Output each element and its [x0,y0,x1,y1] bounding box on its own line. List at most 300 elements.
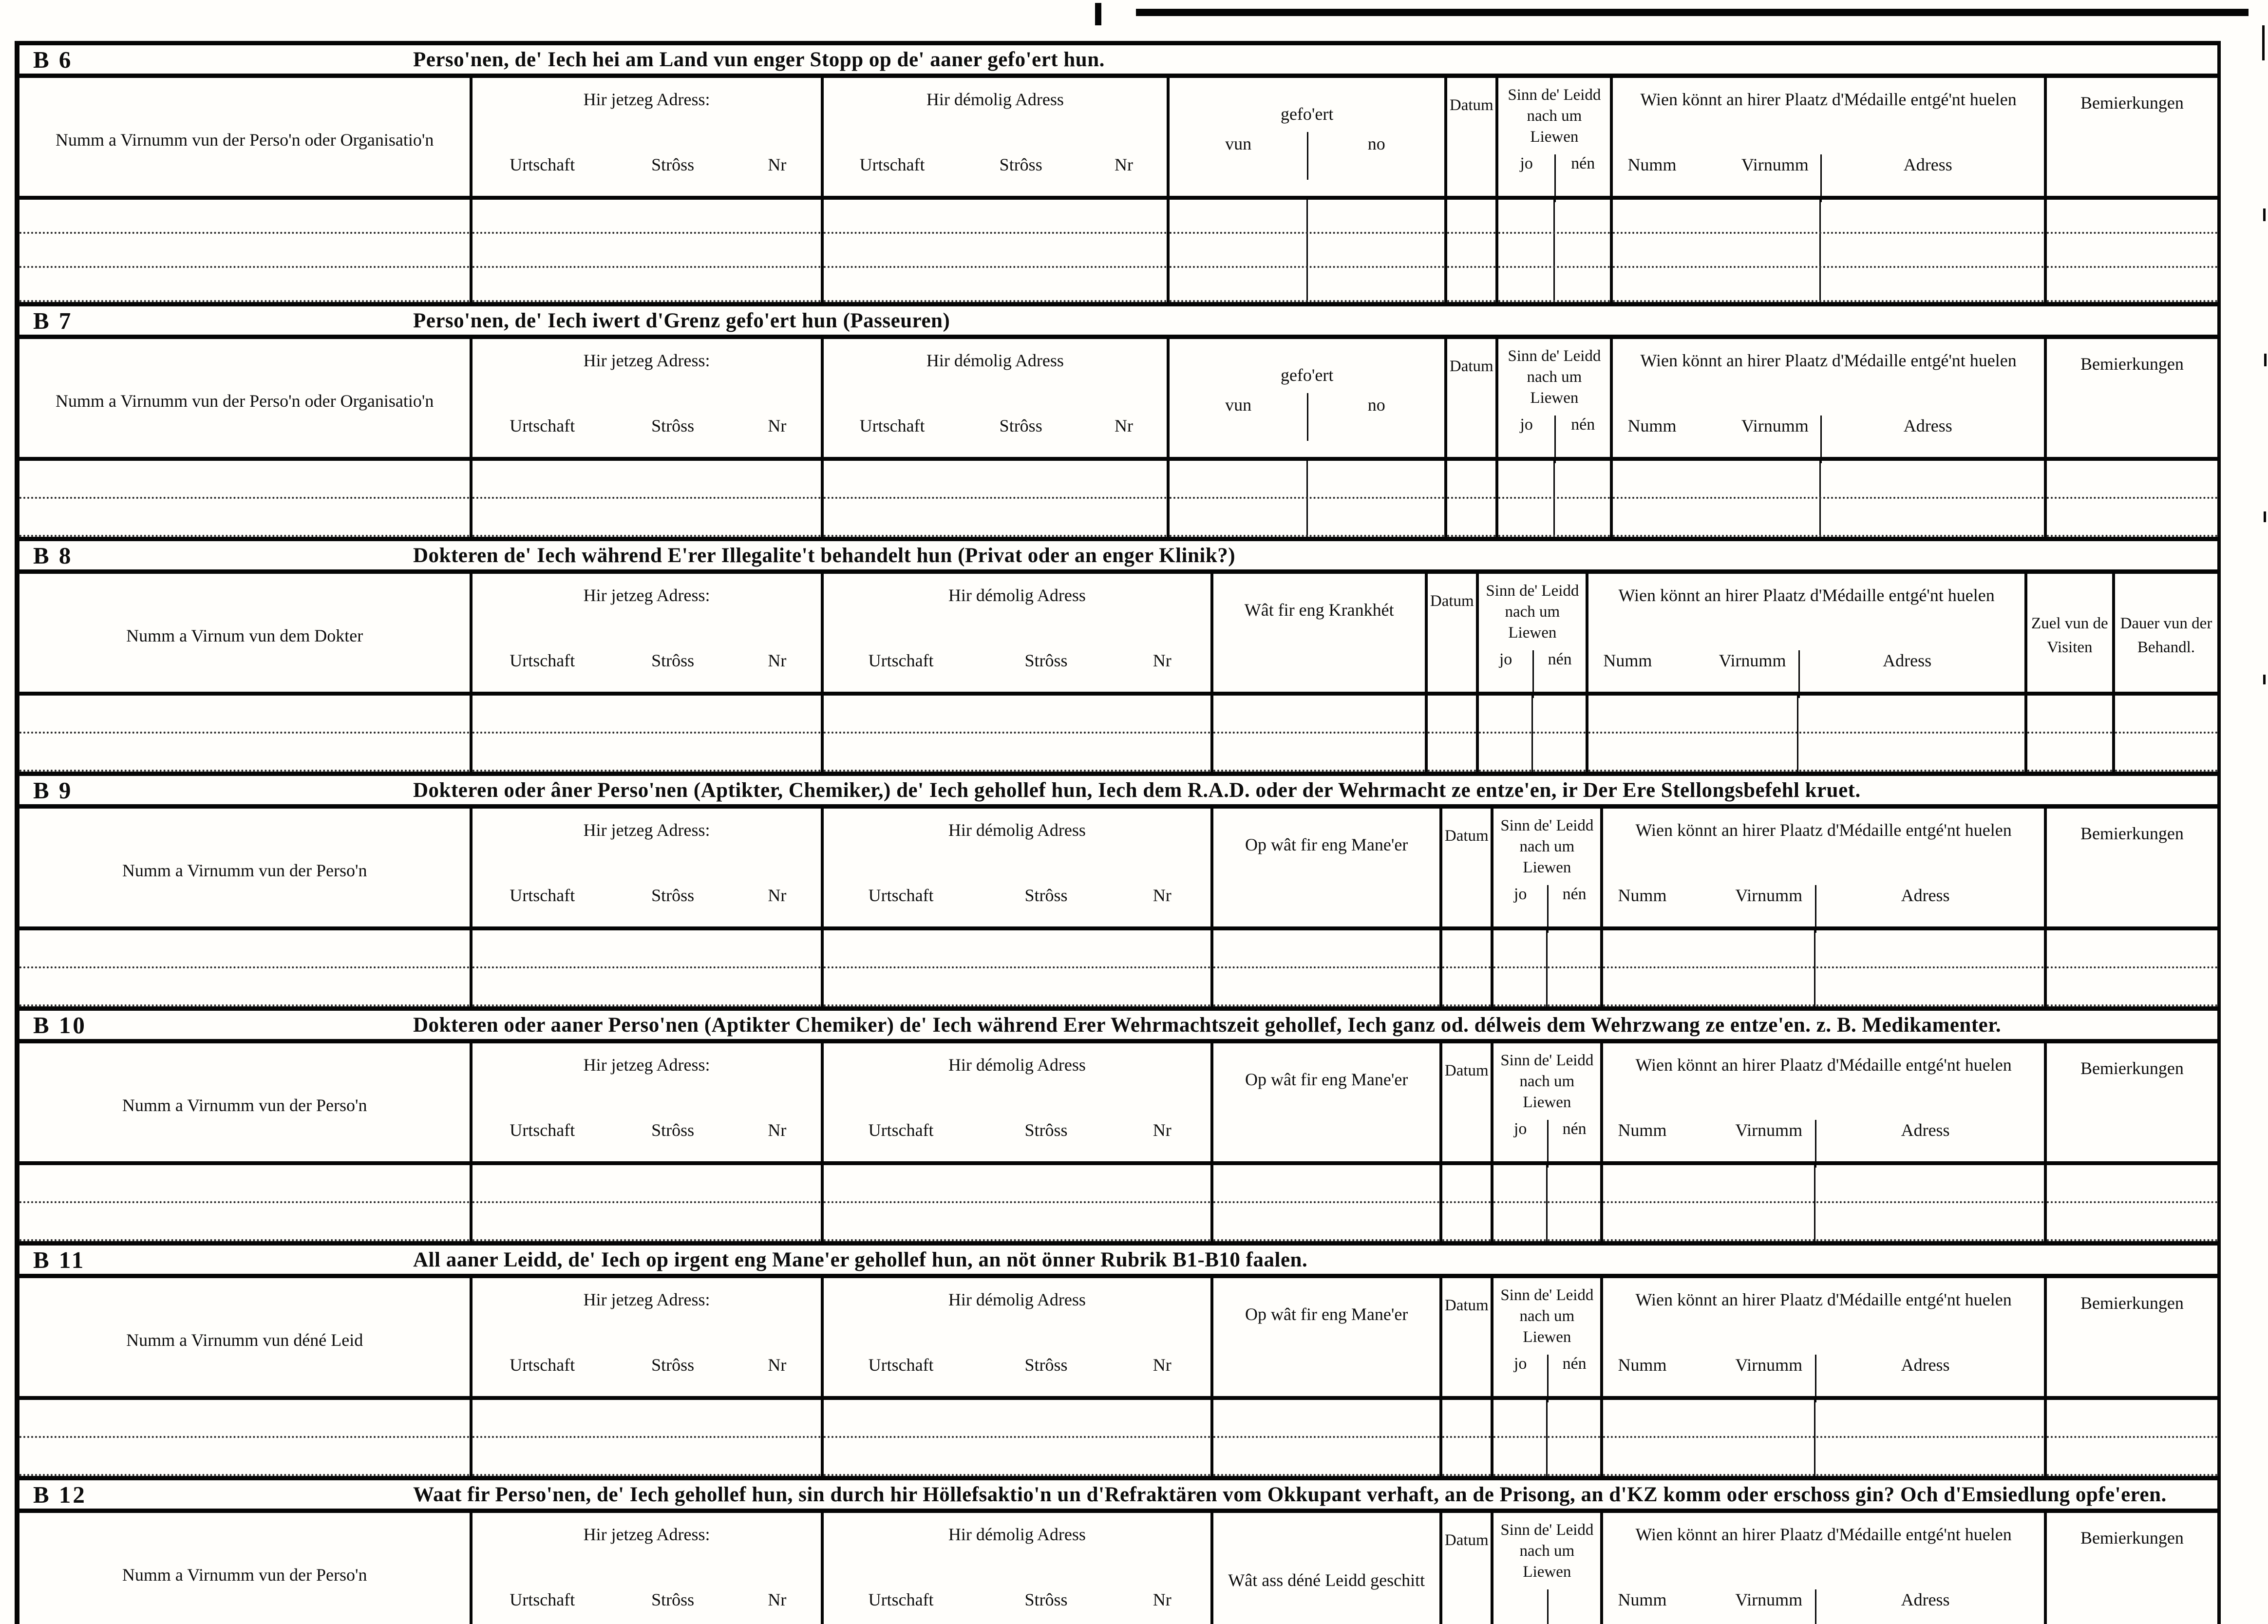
stross-label: Strôss [651,1589,695,1609]
entry-cell-date[interactable] [1442,1400,1493,1476]
former-address-label: Hir démolig Adress [926,351,1064,370]
writing-line [1442,1400,1491,1438]
yes-label: jo [1520,154,1533,172]
yes-label: jo [1513,1354,1527,1373]
section-code: B 7 [33,307,73,334]
fate-label: Wât ass déné Leidd geschitt [1228,1570,1425,1590]
medal-label: Wien könnt an hirer Plaatz d'Médaille entgé'nt huelen [1618,585,1995,605]
address-subheaders [824,148,1167,202]
writing-line [1170,268,1444,302]
entry-cell-former-address[interactable] [824,696,1213,772]
address-subheaders [824,1348,1210,1402]
writing-line [1493,930,1600,968]
yes-no-subheaders [1493,878,1600,933]
col-name-header [19,809,472,933]
section-title-bar [19,1241,2217,1278]
stross-label: Strôss [651,1355,695,1375]
writing-line [1479,734,1586,772]
writing-line [824,1438,1210,1476]
nr-label: Nr [1153,1120,1172,1140]
entry-cell-manner[interactable] [1213,1400,1442,1476]
writing-line [2047,930,2217,968]
yes-no-subheaders [1493,1348,1600,1402]
manner-label: Op wât fir eng Mane'er [1245,1070,1408,1089]
writing-line [19,1400,470,1438]
writing-line [1493,1400,1600,1438]
numm-label: Numm [1618,1120,1667,1140]
col-date-header [1442,809,1493,933]
medal-label: Wien könnt an hirer Plaatz d'Médaille entgé'nt huelen [1635,1290,2012,1309]
section-code: B 6 [33,46,73,73]
writing-line [1603,968,2043,1006]
col-alive-header [1479,574,1588,698]
date-label: Datum [1444,1531,1489,1549]
section-title: Dokteren oder âner Perso'nen (Aptikter, Chemiker,) de' Iech gehollef hun, Iech dem R.A.D. oder der Wehrmacht ze entze'en, ir Der Ere Stellongsbefehl kruet. [413,778,1861,802]
col-former-address-header [824,339,1170,463]
former-address-label: Hir démolig Adress [948,820,1086,840]
entry-cell-former-address[interactable] [824,461,1170,537]
remarks-label: Bemierkungen [2080,354,2184,374]
col-fate-header [1213,1513,1442,1624]
col-date-header [1442,1043,1493,1168]
entry-cell-name[interactable] [19,461,472,537]
writing-line [1170,200,1444,234]
nr-label: Nr [1153,1355,1172,1375]
entry-cell-medal[interactable] [1613,200,2046,302]
no-label: nén [1547,885,1601,933]
entry-cell-date[interactable] [1442,930,1493,1006]
writing-line [1213,930,1439,968]
entry-cell-remarks[interactable] [2047,930,2217,1006]
writing-line [1447,234,1495,268]
writing-line [2047,1438,2217,1476]
col-former-address-header [824,1513,1213,1624]
writing-line [2047,499,2217,537]
col-visits-header [2027,574,2115,698]
header-row [19,1043,2217,1165]
writing-line [1213,1400,1439,1438]
remarks-label: Bemierkungen [2080,1058,2184,1078]
urtschaft-label: Urtschaft [859,154,925,174]
entry-cell-remarks[interactable] [2047,1400,2217,1476]
writing-line [472,1203,820,1241]
current-address-label: Hir jetzeg Adress: [583,351,710,370]
col-name-label: Numm a Virnumm vun der Perso'n [122,1565,367,1585]
col-name-header [19,1278,472,1402]
writing-line [1447,461,1495,499]
virnumm-label: Virnumm [1719,650,1786,670]
nr-label: Nr [1114,415,1133,435]
writing-line [824,696,1210,734]
illness-label: Wât fir eng Krankhét [1244,600,1394,620]
duration-label: Dauer vun der Behandl. [2120,614,2212,657]
writing-line [1498,200,1610,234]
writing-line [824,499,1167,537]
entry-cell-former-address[interactable] [824,1400,1213,1476]
nr-label: Nr [768,885,787,905]
writing-line [1170,234,1444,268]
col-current-address-header [472,339,823,463]
col-current-address-header [472,1278,823,1402]
col-alive-header [1498,78,1613,202]
address-subheaders [472,878,820,933]
margin-tick [2262,25,2265,60]
section-code: B 11 [33,1246,86,1273]
col-transported-header [1170,78,1447,202]
nr-label: Nr [1153,650,1172,670]
entry-cell-name[interactable] [19,930,472,1006]
writing-line [1442,930,1491,968]
medal-label: Wien könnt an hirer Plaatz d'Médaille entgé'nt huelen [1635,1055,2012,1075]
urtschaft-label: Urtschaft [868,1589,934,1609]
entry-cell-current-address[interactable] [472,1400,823,1476]
section-b12 [19,1476,2217,1624]
writing-line [472,1438,820,1476]
section-title: Waat fir Perso'nen, de' Iech gehollef hun, sin durch hir Höllefsaktio'n un d'Refraktären vom Okkupant verhaft, an de Prisong, an d'KZ komm oder erschoss gin? Och d'Emsiedlung opfe'eren. [413,1483,2167,1506]
entry-cell-manner[interactable] [1213,1165,1442,1241]
col-duration-header [2115,574,2217,698]
writing-line [824,734,1210,772]
yes-label: jo [1513,885,1527,903]
entry-cell-medal[interactable] [1603,1400,2046,1476]
virnumm-label: Virnumm [1735,1120,1803,1140]
writing-line [19,268,470,302]
entry-cell-medal[interactable] [1603,1165,2046,1241]
no-label: nén [1554,415,1610,463]
writing-line [1213,1438,1439,1476]
entry-cell-alive[interactable] [1479,696,1588,772]
entry-cell-name[interactable] [19,696,472,772]
writing-line [1493,1438,1600,1476]
col-former-address-header [824,78,1170,202]
entry-cell-alive[interactable] [1493,1165,1603,1241]
writing-line [472,1165,820,1203]
writing-line [472,234,820,268]
address-subheaders [472,643,820,698]
nr-label: Nr [768,154,787,174]
medal-label: Wien könnt an hirer Plaatz d'Médaille entgé'nt huelen [1635,820,2012,840]
entry-cell-manner[interactable] [1213,930,1442,1006]
col-medal-header [1603,1513,2046,1624]
numm-label: Numm [1627,154,1677,174]
entry-cell-name[interactable] [19,1165,472,1241]
writing-line [1603,1400,2043,1438]
alive-label: Sinn de' Leidd nach um Liewen [1500,817,1594,876]
writing-line [1613,234,2043,268]
section-title: All aaner Leidd, de' Iech op irgent eng Mane'er gehollef hun, an nöt önner Rubrik B1-B10 faalen. [413,1248,1308,1271]
virnumm-label: Virnumm [1735,885,1803,905]
col-former-address-header [824,1278,1213,1402]
entry-cell-medal[interactable] [1613,461,2046,537]
former-address-label: Hir démolig Adress [926,90,1064,109]
address-subheaders [824,1583,1210,1624]
col-name-header [19,1513,472,1624]
writing-line [824,1400,1210,1438]
writing-line [1588,696,2024,734]
yes-no-subheaders [1493,1583,1600,1624]
writing-line [2027,696,2112,734]
medal-subheaders [1598,643,2014,698]
from-to-subheaders [1170,386,1444,441]
writing-line [2047,234,2217,268]
stross-label: Strôss [1024,1589,1068,1609]
medal-label: Wien könnt an hirer Plaatz d'Médaille entgé'nt huelen [1640,351,2017,370]
section-code: B 8 [33,542,73,569]
header-row [19,1278,2217,1400]
remarks-label: Bemierkungen [2080,1293,2184,1313]
entry-cell-alive[interactable] [1493,930,1603,1006]
writing-line [472,268,820,302]
section-title-bar [19,1006,2217,1043]
alive-label: Sinn de' Leidd nach um Liewen [1486,582,1579,642]
writing-line [472,461,820,499]
urtschaft-label: Urtschaft [859,415,925,435]
writing-line [2047,1400,2217,1438]
col-remarks-header [2047,809,2217,933]
medal-subheaders [1623,148,2034,202]
col-remarks-header [2047,78,2217,202]
date-label: Datum [1444,1297,1489,1314]
col-former-address-header [824,574,1213,698]
stross-label: Strôss [1024,650,1068,670]
urtschaft-label: Urtschaft [510,415,575,435]
stross-label: Strôss [999,154,1042,174]
col-name-label: Numm a Virnumm vun der Perso'n [122,1095,367,1115]
col-medal-header [1613,339,2046,463]
virnumm-label: Virnumm [1735,1355,1803,1375]
writing-line [1613,268,2043,302]
writing-line [1447,268,1495,302]
col-remarks-header [2047,339,2217,463]
writing-line [1498,499,1610,537]
numm-label: Numm [1603,650,1652,670]
remarks-label: Bemierkungen [2080,824,2184,843]
entry-cell-visits[interactable] [2027,696,2115,772]
col-alive-header [1493,809,1603,933]
writing-line [19,1165,470,1203]
entry-cell-name[interactable] [19,200,472,302]
urtschaft-label: Urtschaft [868,885,934,905]
nr-label: Nr [768,1589,787,1609]
entry-cell-former-address[interactable] [824,930,1213,1006]
col-name-label: Numm a Virnumm vun der Perso'n oder Organisatio'n [56,391,434,411]
address-subheaders [472,1348,820,1402]
section-title-bar [19,772,2217,809]
nr-label: Nr [1114,154,1133,174]
writing-line [472,1400,820,1438]
writing-line [824,1203,1210,1241]
writing-line [472,930,820,968]
col-alive-header [1493,1043,1603,1168]
entry-cell-former-address[interactable] [824,1165,1213,1241]
col-former-address-header [824,1043,1213,1168]
no-label: nén [1554,154,1610,202]
entry-cell-duration[interactable] [2115,696,2217,772]
entry-cell-current-address[interactable] [472,1165,823,1241]
entry-cell-alive[interactable] [1498,461,1613,537]
address-subheaders [824,1113,1210,1168]
entry-cell-date[interactable] [1447,461,1498,537]
section-b6 [19,41,2217,302]
entry-cell-medal[interactable] [1603,930,2046,1006]
adress-label: Adress [1820,415,2034,463]
urtschaft-label: Urtschaft [868,650,934,670]
writing-line [1603,1203,2043,1241]
medal-subheaders [1613,1348,2034,1402]
yes-label: jo [1520,415,1533,434]
entry-cell-illness[interactable] [1213,696,1428,772]
entry-cell-transported[interactable] [1170,461,1447,537]
writing-line [2115,734,2217,772]
questionnaire-table [15,41,2221,1624]
stross-label: Strôss [1024,1355,1068,1375]
address-subheaders [824,878,1210,933]
urtschaft-label: Urtschaft [510,1120,575,1140]
urtschaft-label: Urtschaft [868,1355,934,1375]
writing-line [1213,696,1425,734]
writing-line [1493,968,1600,1006]
writing-line [1603,930,2043,968]
entry-cell-remarks[interactable] [2047,1165,2217,1241]
entry-cell-current-address[interactable] [472,200,823,302]
entry-cell-date[interactable] [1447,200,1498,302]
address-subheaders [472,1583,820,1624]
yes-no-subheaders [1493,1113,1600,1168]
numm-label: Numm [1618,885,1667,905]
writing-line [1442,1165,1491,1203]
writing-line [19,930,470,968]
entry-cell-alive[interactable] [1493,1400,1603,1476]
margin-tick [2264,511,2266,522]
col-date-header [1447,78,1498,202]
section-title: Dokteren oder aaner Perso'nen (Aptikter Chemiker) de' Iech während Erer Wehrmachtszeit gehollef, Iech ganz od. délweis dem Wehrzwang ze entze'en. z. B. Medikamenter. [413,1013,2002,1037]
writing-line [472,499,820,537]
section-title: Perso'nen, de' Iech iwert d'Grenz gefo'ert hun (Passeuren) [413,309,950,332]
col-alive-header [1493,1278,1603,1402]
date-label: Datum [1444,827,1489,845]
col-medal-header [1588,574,2027,698]
urtschaft-label: Urtschaft [510,1589,575,1609]
stross-label: Strôss [651,650,695,670]
writing-line [1213,1203,1439,1241]
section-title: Perso'nen, de' Iech hei am Land vun enger Stopp op de' aaner gefo'ert hun. [413,48,1105,71]
nr-label: Nr [768,1355,787,1375]
header-row [19,78,2217,200]
numm-label: Numm [1618,1355,1667,1375]
section-title-bar [19,302,2217,339]
entry-cell-name[interactable] [19,1400,472,1476]
section-code: B 12 [33,1481,87,1508]
writing-line [1498,234,1610,268]
entry-cell-former-address[interactable] [824,200,1170,302]
entry-rows [19,1165,2217,1241]
current-address-label: Hir jetzeg Adress: [583,820,710,840]
address-subheaders [472,409,820,463]
entry-cell-current-address[interactable] [472,930,823,1006]
entry-rows [19,461,2217,537]
col-name-header [19,339,472,463]
entry-cell-current-address[interactable] [472,461,823,537]
stross-label: Strôss [999,415,1042,435]
writing-line [19,1203,470,1241]
no-label: nén [1547,1355,1601,1402]
col-medal-header [1603,1043,2046,1168]
entry-cell-remarks[interactable] [2047,461,2217,537]
date-label: Datum [1449,96,1493,114]
entry-cell-transported[interactable] [1170,200,1447,302]
entry-cell-medal[interactable] [1588,696,2027,772]
header-row [19,339,2217,461]
entry-cell-remarks[interactable] [2047,200,2217,302]
former-address-label: Hir démolig Adress [948,1525,1086,1544]
nr-label: Nr [1153,1589,1172,1609]
col-name-label: Numm a Virnumm vun der Perso'n [122,861,367,881]
entry-rows [19,930,2217,1006]
col-name-header [19,78,472,202]
entry-cell-current-address[interactable] [472,696,823,772]
nr-label: Nr [1153,885,1172,905]
yes-no-subheaders [1498,148,1610,202]
writing-line [472,734,820,772]
col-date-header [1428,574,1479,698]
col-transported-header [1170,339,1447,463]
col-remarks-header [2047,1278,2217,1402]
writing-line [1428,734,1476,772]
from-to-subheaders [1170,125,1444,180]
entry-cell-date[interactable] [1442,1165,1493,1241]
section-title-bar [19,41,2217,78]
writing-line [2047,461,2217,499]
virnumm-label: Virnumm [1741,415,1809,435]
numm-label: Numm [1627,415,1677,435]
writing-line [1603,1165,2043,1203]
no-label: nén [1547,1120,1601,1168]
virnumm-label: Virnumm [1741,154,1809,174]
header-row [19,1513,2217,1624]
writing-line [2047,1165,2217,1203]
writing-line [19,1438,470,1476]
yes-label: jo [1499,650,1512,668]
writing-line [1170,461,1444,499]
writing-line [1603,1438,2043,1476]
address-subheaders [824,409,1167,463]
writing-line [1613,461,2043,499]
address-subheaders [472,1113,820,1168]
writing-line [2047,268,2217,302]
writing-line [1213,968,1439,1006]
section-title: Dokteren de' Iech während E'rer Illegalite't behandelt hun (Privat oder an enger Klinik?) [413,544,1236,567]
alive-label: Sinn de' Leidd nach um Liewen [1500,1052,1594,1111]
stross-label: Strôss [651,885,695,905]
transported-label: gefo'ert [1280,365,1334,385]
writing-line [1479,696,1586,734]
current-address-label: Hir jetzeg Adress: [583,90,710,109]
entry-cell-date[interactable] [1428,696,1479,772]
writing-line [1493,1165,1600,1203]
entry-cell-alive[interactable] [1498,200,1613,302]
writing-line [824,968,1210,1006]
writing-line [19,968,470,1006]
writing-line [1447,499,1495,537]
writing-line [1170,499,1444,537]
col-current-address-header [472,809,823,933]
nr-label: Nr [768,1120,787,1140]
margin-tick [2264,354,2267,366]
no-label: nén [1532,650,1586,698]
col-manner-header [1213,1278,1442,1402]
current-address-label: Hir jetzeg Adress: [583,1055,710,1075]
nr-label: Nr [768,415,787,435]
